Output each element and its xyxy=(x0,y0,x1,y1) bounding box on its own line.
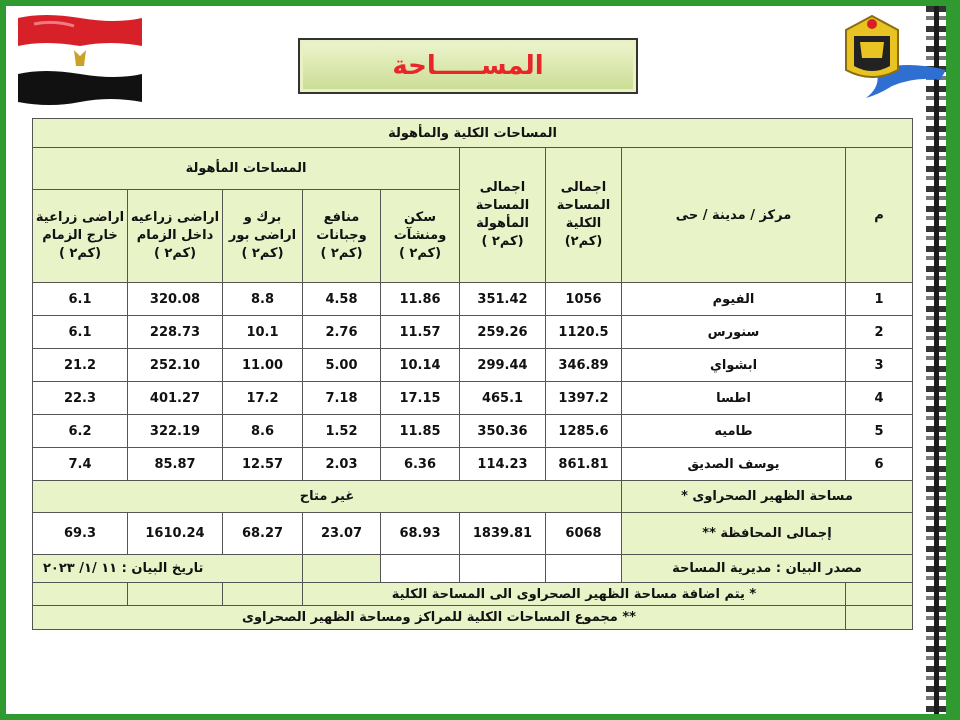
cell-utilities: 1.52 xyxy=(303,415,381,448)
cell-agri-out: 21.2 xyxy=(33,349,128,382)
cell-ponds: 11.00 xyxy=(223,349,303,382)
cell-housing: 11.85 xyxy=(381,415,460,448)
cell-inhabited: 351.42 xyxy=(460,283,546,316)
cell-agri-in: 228.73 xyxy=(128,316,223,349)
header-center: مركز / مدينة / حى xyxy=(622,148,846,283)
cell-center-name: ابشواي xyxy=(622,349,846,382)
desert-label: مساحة الظهير الصحراوى * xyxy=(622,481,913,513)
cell-utilities: 7.18 xyxy=(303,382,381,415)
cell-agri-out: 7.4 xyxy=(33,448,128,481)
cell-housing: 17.15 xyxy=(381,382,460,415)
total-agri-inside: 1610.24 xyxy=(128,513,223,555)
table-body xyxy=(33,283,913,481)
cell-housing: 11.86 xyxy=(381,283,460,316)
cell-total: 1056 xyxy=(546,283,622,316)
cell-total: 1285.6 xyxy=(546,415,622,448)
table-row xyxy=(33,415,913,448)
cell-inhabited: 114.23 xyxy=(460,448,546,481)
total-housing: 68.93 xyxy=(381,513,460,555)
cell-agri-in: 401.27 xyxy=(128,382,223,415)
empty-cell xyxy=(33,583,128,606)
cell-total: 1120.5 xyxy=(546,316,622,349)
empty-cell xyxy=(846,606,913,630)
cell-index: 2 xyxy=(846,316,913,349)
cell-center-name: يوسف الصديق xyxy=(622,448,846,481)
total-inhabited: 1839.81 xyxy=(460,513,546,555)
cell-utilities: 4.58 xyxy=(303,283,381,316)
cell-utilities: 2.76 xyxy=(303,316,381,349)
cell-agri-out: 6.1 xyxy=(33,283,128,316)
cell-center-name: الفيوم xyxy=(622,283,846,316)
empty-cell xyxy=(303,555,381,583)
page-title: المســـــاحة xyxy=(392,51,544,81)
total-area: 6068 xyxy=(546,513,622,555)
totals-label: إجمالى المحافظة ** xyxy=(622,513,913,555)
empty-cell xyxy=(546,555,622,583)
cell-ponds: 8.6 xyxy=(223,415,303,448)
cell-ponds: 17.2 xyxy=(223,382,303,415)
cell-agri-out: 6.1 xyxy=(33,316,128,349)
table-row xyxy=(33,382,913,415)
empty-cell xyxy=(128,583,223,606)
table-row xyxy=(33,349,913,382)
egypt-flag-icon xyxy=(14,12,146,106)
data-source: مصدر البيان : مديرية المساحة xyxy=(622,555,913,583)
cell-agri-in: 85.87 xyxy=(128,448,223,481)
header-utilities: منافع وجبانات (كم٢ ) xyxy=(303,190,381,283)
empty-cell xyxy=(223,583,303,606)
cell-housing: 6.36 xyxy=(381,448,460,481)
cell-inhabited: 350.36 xyxy=(460,415,546,448)
cell-center-name: سنورس xyxy=(622,316,846,349)
cell-center-name: طاميه xyxy=(622,415,846,448)
cell-index: 5 xyxy=(846,415,913,448)
table-caption: المساحات الكلية والمأهولة xyxy=(33,119,913,148)
table-row xyxy=(33,316,913,349)
cell-agri-in: 252.10 xyxy=(128,349,223,382)
cell-agri-in: 322.19 xyxy=(128,415,223,448)
data-date: تاريخ البيان : ١١ /١/ ٢٠٢٣ xyxy=(33,555,303,583)
cell-ponds: 8.8 xyxy=(223,283,303,316)
header-inhabited-total: اجمالى المساحة المأهولة (كم٢ ) xyxy=(460,148,546,283)
cell-inhabited: 299.44 xyxy=(460,349,546,382)
table-row xyxy=(33,283,913,316)
header-agri-inside: اراضى زراعيه داخل الزمام (كم٢ ) xyxy=(128,190,223,283)
cell-agri-out: 22.3 xyxy=(33,382,128,415)
cell-ponds: 12.57 xyxy=(223,448,303,481)
total-ponds: 68.27 xyxy=(223,513,303,555)
decorative-border xyxy=(926,6,946,714)
empty-cell xyxy=(460,555,546,583)
header-total-area: اجمالى المساحة الكلية (كم٢) xyxy=(546,148,622,283)
area-table xyxy=(32,118,913,630)
cell-utilities: 2.03 xyxy=(303,448,381,481)
cell-utilities: 5.00 xyxy=(303,349,381,382)
footnote-1: * يتم اضافة مساحة الظهير الصحراوى الى المساحة الكلية xyxy=(303,583,846,606)
cell-index: 1 xyxy=(846,283,913,316)
cell-index: 3 xyxy=(846,349,913,382)
cell-housing: 10.14 xyxy=(381,349,460,382)
empty-cell xyxy=(381,555,460,583)
cell-total: 1397.2 xyxy=(546,382,622,415)
empty-cell xyxy=(846,583,913,606)
header-ponds: برك و اراضى بور (كم٢ ) xyxy=(223,190,303,283)
desert-value: غير متاح xyxy=(33,481,622,513)
cell-index: 6 xyxy=(846,448,913,481)
fayoum-logo-icon xyxy=(836,10,948,108)
header-index: م xyxy=(846,148,913,283)
cell-housing: 11.57 xyxy=(381,316,460,349)
cell-agri-in: 320.08 xyxy=(128,283,223,316)
total-agri-outside: 69.3 xyxy=(33,513,128,555)
table-row xyxy=(33,448,913,481)
total-utilities: 23.07 xyxy=(303,513,381,555)
header-housing: سكن ومنشآت (كم٢ ) xyxy=(381,190,460,283)
cell-index: 4 xyxy=(846,382,913,415)
header-inhabited-group: المساحات المأهولة xyxy=(33,148,460,190)
page-title-box xyxy=(298,38,638,94)
cell-inhabited: 465.1 xyxy=(460,382,546,415)
cell-inhabited: 259.26 xyxy=(460,316,546,349)
header-agri-outside: اراضى زراعية خارج الزمام (كم٢ ) xyxy=(33,190,128,283)
cell-total: 861.81 xyxy=(546,448,622,481)
cell-center-name: اطسا xyxy=(622,382,846,415)
cell-agri-out: 6.2 xyxy=(33,415,128,448)
footnote-2: ** مجموع المساحات الكلية للمراكز ومساحة الظهير الصحراوى xyxy=(33,606,846,630)
cell-total: 346.89 xyxy=(546,349,622,382)
cell-ponds: 10.1 xyxy=(223,316,303,349)
